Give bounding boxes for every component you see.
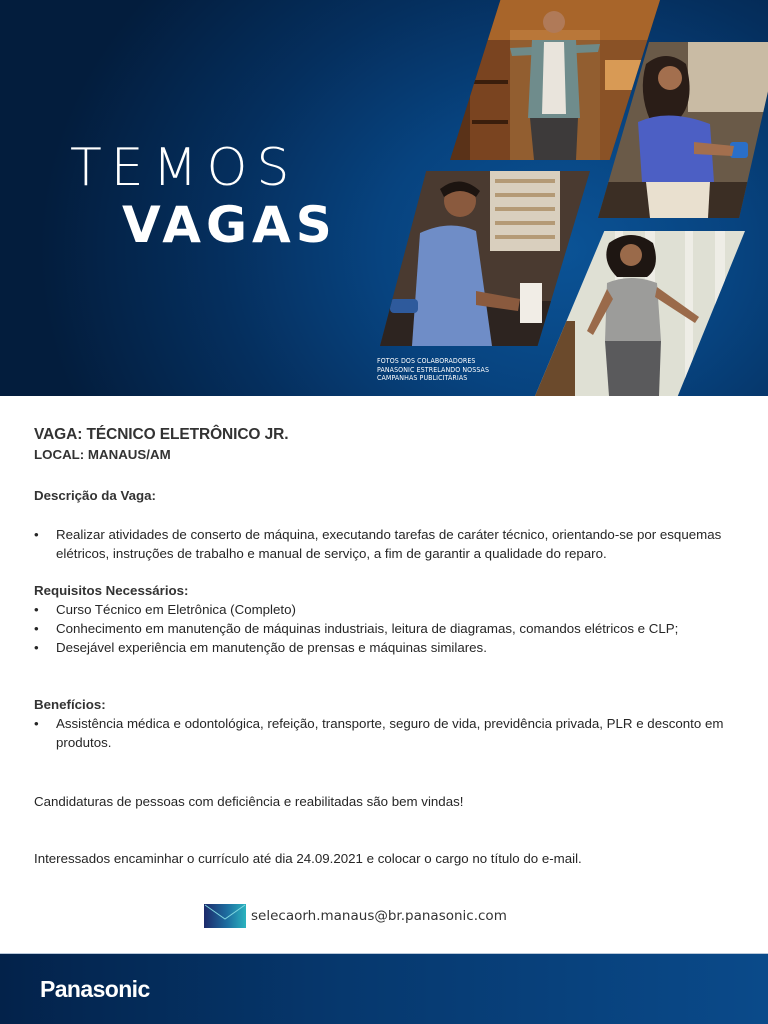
list-item: • Conhecimento em manutenção de máquinas industriais, leitura de diagramas, comandos elétricos e CLP; <box>34 619 724 638</box>
panasonic-logo: Panasonic <box>40 976 150 1002</box>
apply-instructions: Interessados encaminhar o currículo até dia 24.09.2021 e colocar o cargo no título do e-mail. <box>34 851 582 866</box>
caption-line: CAMPANHAS PUBLICITÁRIAS <box>377 374 468 382</box>
footer-bar <box>0 953 768 1024</box>
list-item: • Realizar atividades de conserto de máquina, executando tarefas de caráter técnico, orientando-se por esquemas elétricos, instruções de trabalho e manual de serviço, a fim de garantir a qualidade do reparo. <box>34 525 724 563</box>
photo-woman-dancing <box>535 231 745 396</box>
description-list <box>34 525 724 563</box>
headline-line-1: TEMOS <box>70 138 299 198</box>
requirements-heading: Requisitos Necessários: <box>34 583 189 598</box>
list-item: • Assistência médica e odontológica, refeição, transporte, seguro de vida, previdência privada, PLR e desconto em produtos. <box>34 714 724 752</box>
requirements-list <box>34 600 724 657</box>
job-posting <box>34 424 724 866</box>
caption-line: PANASONIC ESTRELANDO NOSSAS <box>377 365 490 374</box>
description-heading: Descrição da Vaga: <box>34 488 156 503</box>
photo-man-cooking <box>380 171 590 346</box>
job-title: VAGA: TÉCNICO ELETRÔNICO JR. <box>34 426 289 443</box>
contact-email[interactable] <box>204 904 507 928</box>
headline-line-2: VAGAS <box>122 196 337 254</box>
benefits-heading: Benefícios: <box>34 697 106 712</box>
inclusion-note: Candidaturas de pessoas com deficiência e reabilitadas são bem vindas! <box>34 794 464 809</box>
benefits-list <box>34 714 724 752</box>
benefits-section <box>34 695 724 752</box>
list-item: • Desejável experiência em manutenção de prensas e máquinas similares. <box>34 638 724 657</box>
hero-banner <box>0 0 768 396</box>
job-location: LOCAL: MANAUS/AM <box>34 447 171 462</box>
envelope-icon <box>204 904 246 928</box>
photo-caption <box>377 357 489 383</box>
email-link[interactable]: selecaorh.manaus@br.panasonic.com <box>251 908 507 924</box>
caption-line: FOTOS DOS COLABORADORES <box>377 357 476 365</box>
requirements-section <box>34 581 724 657</box>
job-header <box>34 424 724 464</box>
list-item: • Curso Técnico em Eletrônica (Completo) <box>34 600 724 619</box>
headline <box>70 140 337 254</box>
